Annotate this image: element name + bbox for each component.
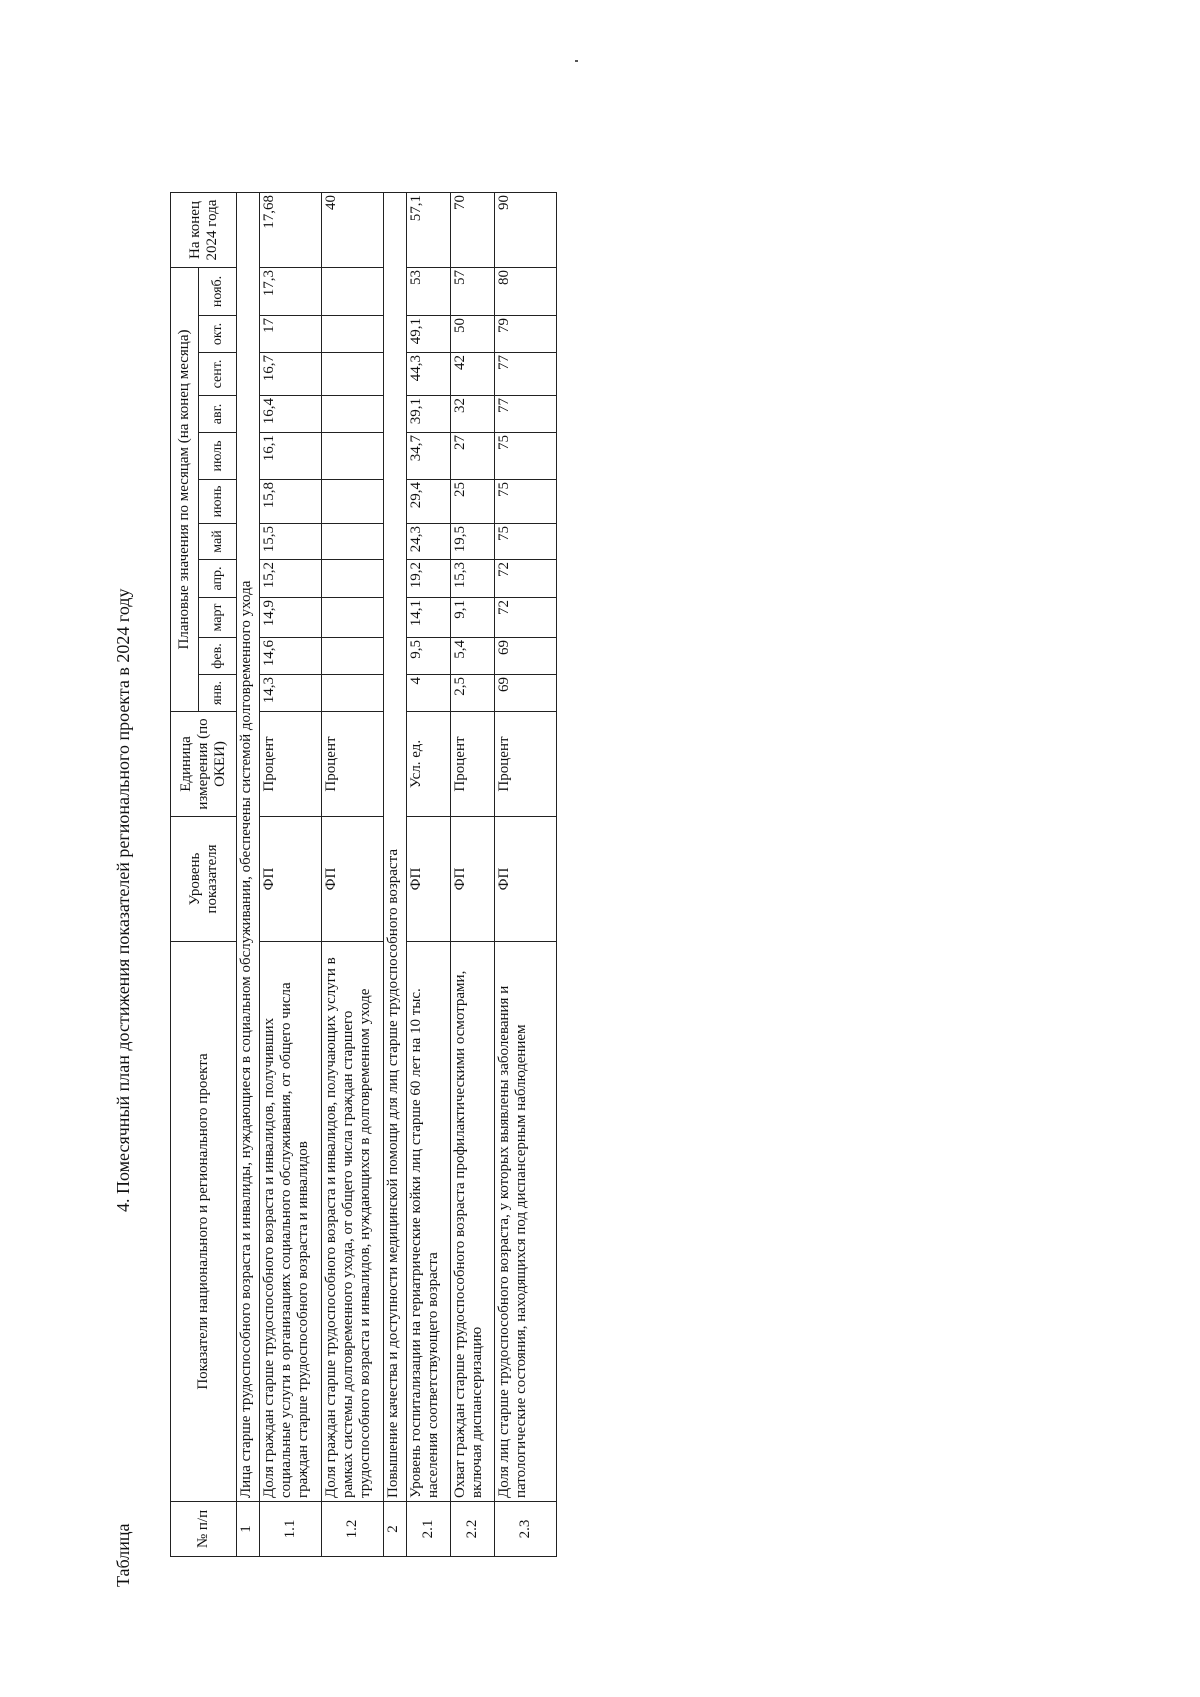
row-value: 19,2 [407, 560, 451, 598]
row-level: ФП [495, 817, 557, 942]
table-row [407, 193, 451, 1557]
row-unit: Процент [322, 712, 384, 817]
header-month: янв. [199, 675, 237, 712]
row-value: 50 [451, 316, 495, 353]
row-level: ФП [260, 817, 322, 942]
header-unit: Единица измерения (по ОКЕИ) [171, 712, 237, 817]
row-value: 75 [495, 524, 557, 560]
row-indicator: Доля граждан старше трудоспособного возраста и инвалидов, получающих услуги в рамках системы долговременного ухода, от общего числа граждан старшего трудоспособного возраста и инвалидов, нуждающихся в долговременном уходе [322, 942, 384, 1502]
row-unit: Усл. ед. [407, 712, 451, 817]
row-value [322, 396, 384, 433]
row-value: 34,7 [407, 433, 451, 480]
row-value: 53 [407, 268, 451, 316]
row-level: ФП [451, 817, 495, 942]
header-month: сент. [199, 353, 237, 396]
row-value [322, 598, 384, 638]
row-unit: Процент [495, 712, 557, 817]
row-value [322, 433, 384, 480]
row-value: 9,5 [407, 638, 451, 675]
header-month: апр. [199, 560, 237, 598]
row-indicator: Охват граждан старше трудоспособного возраста профилактическими осмотрами, включая диспансеризацию [451, 942, 495, 1502]
table-row [322, 193, 384, 1557]
row-num: 2.3 [495, 1502, 557, 1557]
table-row [451, 193, 495, 1557]
header-month: окт. [199, 316, 237, 353]
row-value: 72 [495, 598, 557, 638]
table-caption: Таблица [113, 1523, 133, 1587]
row-value [322, 268, 384, 316]
row-value: 17,3 [260, 268, 322, 316]
row-value: 16,4 [260, 396, 322, 433]
row-end-value: 40 [322, 193, 384, 268]
row-value: 72 [495, 560, 557, 598]
row-num: 2.2 [451, 1502, 495, 1557]
header-month: нояб. [199, 268, 237, 316]
row-value [322, 524, 384, 560]
section-title: Лица старше трудоспособного возраста и инвалиды, нуждающиеся в социальном обслуживании, обеспечены системой долговременного ухода [237, 193, 260, 1502]
table-row [260, 193, 322, 1557]
section-title: Повышение качества и доступности медицинской помощи для лиц старше трудоспособного возраста [384, 193, 407, 1502]
section-row [384, 193, 407, 1557]
row-num: 1.1 [260, 1502, 322, 1557]
row-value [322, 638, 384, 675]
header-month: март [199, 598, 237, 638]
row-value: 69 [495, 638, 557, 675]
row-value: 9,1 [451, 598, 495, 638]
table-row [495, 193, 557, 1557]
header-month: авг. [199, 396, 237, 433]
header-month: июнь [199, 480, 237, 524]
row-value [322, 316, 384, 353]
row-value: 14,3 [260, 675, 322, 712]
row-value: 25 [451, 480, 495, 524]
row-value: 19,5 [451, 524, 495, 560]
row-value: 29,4 [407, 480, 451, 524]
header-month: май [199, 524, 237, 560]
row-end-value: 57,1 [407, 193, 451, 268]
header-month: фев. [199, 638, 237, 675]
section-num: 1 [237, 1502, 260, 1557]
row-value [322, 560, 384, 598]
header-end: На конец 2024 года [171, 193, 237, 268]
row-value: 80 [495, 268, 557, 316]
row-value: 75 [495, 480, 557, 524]
header-month: июль [199, 433, 237, 480]
page-title: 4. Помесячный план достижения показателей регионального проекта в 2024 году [113, 588, 133, 1212]
row-value: 14,9 [260, 598, 322, 638]
row-value: 15,3 [451, 560, 495, 598]
row-unit: Процент [260, 712, 322, 817]
row-value: 32 [451, 396, 495, 433]
row-value: 49,1 [407, 316, 451, 353]
row-value: 69 [495, 675, 557, 712]
row-value [322, 353, 384, 396]
row-value: 77 [495, 353, 557, 396]
row-end-value: 90 [495, 193, 557, 268]
section-row [237, 193, 260, 1557]
row-value: 39,1 [407, 396, 451, 433]
row-value: 42 [451, 353, 495, 396]
row-end-value: 70 [451, 193, 495, 268]
header-indicator: Показатели национального и регионального проекта [171, 942, 237, 1502]
row-value: 14,1 [407, 598, 451, 638]
row-indicator: Доля граждан старше трудоспособного возраста и инвалидов, получивших социальные услуги в организациях социального обслуживания, от общего числа граждан старше трудоспособного возраста и инвалидов [260, 942, 322, 1502]
row-value [322, 675, 384, 712]
indicators-table [170, 192, 557, 1557]
row-value [322, 480, 384, 524]
row-value: 15,8 [260, 480, 322, 524]
row-value: 57 [451, 268, 495, 316]
row-value: 24,3 [407, 524, 451, 560]
row-num: 1.2 [322, 1502, 384, 1557]
row-value: 14,6 [260, 638, 322, 675]
header-level: Уровень показателя [171, 817, 237, 942]
row-value: 16,7 [260, 353, 322, 396]
row-value: 15,2 [260, 560, 322, 598]
header-num: № п/п [171, 1502, 237, 1557]
row-value: 44,3 [407, 353, 451, 396]
row-value: 77 [495, 396, 557, 433]
row-value: 79 [495, 316, 557, 353]
row-level: ФП [407, 817, 451, 942]
row-value: 16,1 [260, 433, 322, 480]
row-value: 75 [495, 433, 557, 480]
row-value: 15,5 [260, 524, 322, 560]
row-value: 27 [451, 433, 495, 480]
row-end-value: 17,68 [260, 193, 322, 268]
row-value: 17 [260, 316, 322, 353]
row-unit: Процент [451, 712, 495, 817]
row-value: 2,5 [451, 675, 495, 712]
row-value: 5,4 [451, 638, 495, 675]
row-level: ФП [322, 817, 384, 942]
header-plan: Плановые значения по месяцам (на конец месяца) [171, 268, 199, 712]
section-num: 2 [384, 1502, 407, 1557]
row-indicator: Доля лиц старше трудоспособного возраста, у которых выявлены заболевания и патологические состояния, находящихся под диспансерным наблюдением [495, 942, 557, 1502]
row-indicator: Уровень госпитализации на гериатрические койки лиц старше 60 лет на 10 тыс. населения соответствующего возраста [407, 942, 451, 1502]
row-num: 2.1 [407, 1502, 451, 1557]
row-value: 4 [407, 675, 451, 712]
